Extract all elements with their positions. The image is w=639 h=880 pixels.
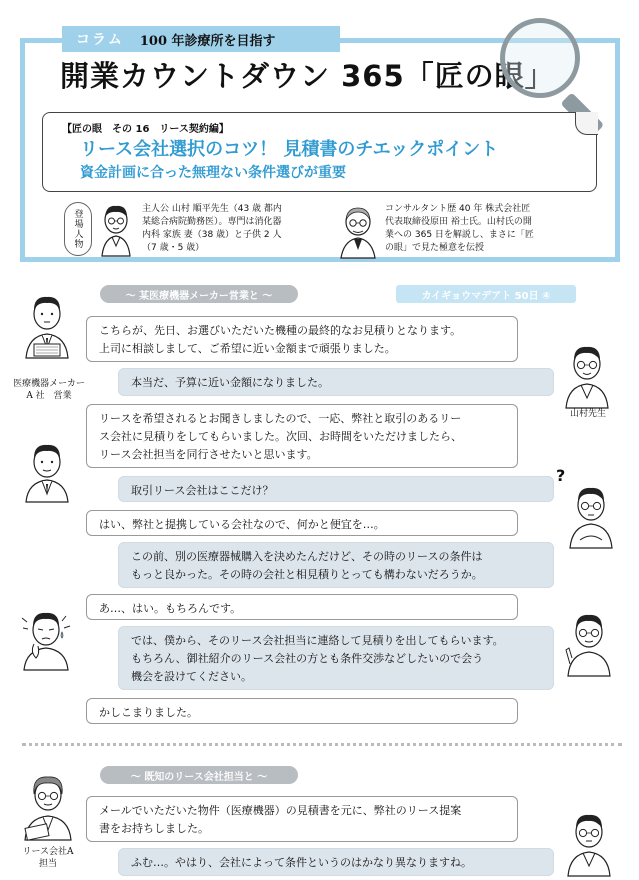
dialogue-bubble-11: ふむ…。やはり、会社によって条件というのはかなり異なりますね。: [118, 848, 554, 876]
consultant-description: コンサルタント歴 40 年 株式会社匠 代表取締役原田 裕士氏。山村氏の開 業への 365 日を解説し、まさに「匠 の眼」で見た極意を伝授: [385, 204, 534, 253]
headline: リース会社選択のコツ！ 見積書のチエックポイント: [80, 139, 499, 160]
doctor-icon: [562, 338, 612, 408]
dialogue-bubble-8: では、僕から、そのリース会社担当に連絡して見積りを出してもらいます。 もちろん、御社紹介のリース会社の方とも条件交渉などしたいので会う 機会を設けてください。: [118, 626, 554, 690]
column-tag-bar: [62, 26, 340, 52]
section1-label: ～ 某医療機器メーカー営業と ～: [100, 285, 298, 303]
sales-rep-label: 医療機器メーカー A 社 営業: [13, 379, 85, 401]
dialogue-bubble-10: メールでいただいた物件（医療機器）の見積書を元に、弊社のリース提案 書をお持ちしました。: [86, 796, 518, 842]
dialogue-bubble-3: リースを希望されるとお聞きしましたので、一応、弊社と取引のあるリー ス会社に見積りをしてもらいました。次回、お時間をいただけましたら、 リース会社担当を同行させたいと思います。: [86, 404, 518, 468]
dialogue-bubble-7: あ…、はい。もちろんです。: [86, 594, 518, 620]
question-mark-icon: ?: [556, 466, 566, 485]
lease-rep-icon: [20, 768, 76, 840]
series-label: 【匠の眼 その 16 リース契約編】: [62, 124, 229, 135]
dialogue-bubble-4: 取引リース会社はここだけ？: [118, 476, 554, 502]
countdown-badge: カイギョウマデアト 50日 ④: [396, 285, 576, 303]
dialogue-bubble-1: こちらが、先日、お選びいただいた機種の最終的なお見積りとなります。 上司に相談しまして、ご希望に近い金額まで頑張りました。: [86, 316, 518, 362]
column-tag: コラム: [76, 32, 124, 48]
dialogue-bubble-5: はい、弊社と提携している会社なので、何かと便宜を…。: [86, 510, 518, 536]
section-divider: [22, 743, 622, 746]
page-title: 開業カウントダウン 365「匠の眼」: [60, 59, 555, 93]
sweating-sales-rep-icon: [18, 604, 76, 670]
subheadline: 資金計画に合った無理ない条件選びが重要: [80, 165, 346, 181]
sales-rep-icon: [22, 436, 72, 502]
dialogue-bubble-6: この前、別の医療器械購入を決めたんだけど、その時のリースの条件は もっと良かった。その時の会社と相見積りとっても構わないだろうか。: [118, 542, 554, 588]
column-subtitle: 100 年診療所を目指す: [139, 33, 276, 49]
dialogue-bubble-9: かしこまりました。: [86, 698, 518, 724]
characters-label: 登場人物: [64, 202, 92, 256]
scroll-curl-icon: [575, 112, 598, 135]
doctor-icon: [564, 806, 614, 876]
doctor-label: 山村先生: [569, 409, 606, 419]
sales-rep-icon: [22, 286, 72, 358]
doctor-portrait-icon: [96, 198, 136, 256]
doctor-description: 主人公 山村 順平先生（43 歳 都内 某総合病院勤務医）。専門は消化器 内科 家族 妻（38 歳）と子供 2 人 （7 歳・5 歳）: [142, 204, 282, 253]
magnifier-icon: [500, 18, 580, 98]
doctor-icon: [566, 480, 616, 548]
doctor-pointing-icon: [562, 606, 616, 676]
consultant-portrait-icon: [336, 200, 380, 258]
dialogue-bubble-2: 本当だ、予算に近い金額になりました。: [118, 368, 554, 396]
section2-label: ～ 既知のリース会社担当と ～: [100, 766, 298, 784]
lease-rep-label: リース会社A 担当: [22, 847, 74, 869]
